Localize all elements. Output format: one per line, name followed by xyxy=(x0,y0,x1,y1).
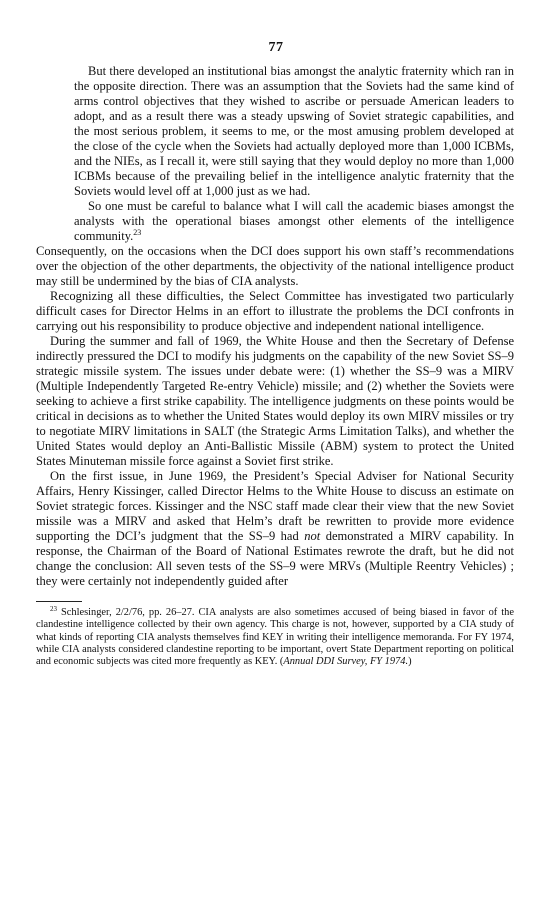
paragraph-consequently: Consequently, on the occasions when the DCI does support his own staff’s recommendations over the objection of the other departments, the objectivity of the national intelligence product may still be undermined by the bias of CIA analysts. xyxy=(36,244,514,288)
footnote-marker: 23 xyxy=(50,605,57,613)
block-quote xyxy=(36,64,514,244)
quote-text: So one must be careful to balance what I will call the academic biases amongst the analysts with the operational biases amongst other elements of the intelligence community. xyxy=(74,199,514,243)
paragraph-select-committee: Recognizing all these difficulties, the Select Committee has investigated two particularly difficult cases for Director Helms in an effort to illustrate the problems the DCI confronts in carrying out his responsibility to produce objective and independent national intelligence. xyxy=(36,289,514,333)
page-body xyxy=(36,64,514,668)
paragraph-first-issue xyxy=(36,469,514,589)
footnote-text: Schlesinger, 2/2/76, pp. 26–27. CIA analysts are also sometimes accused of being biased in favor of the clandestine intelligence collected by their own agency. This charge is not, however, supported by a CIA study of what kinds of reporting CIA analysts themselves find KEY in writing their intelligence memoranda. For FY 1974, while CIA analysts considered clandestine reporting to be important, overt State Department reporting on political and economic subjects was cited more frequently as KEY. ( xyxy=(36,607,514,668)
paragraph-text-continued: demonstrated a MIRV capability. In response, the Chairman of the Board of National Estimates rewrote the draft, but he did not change the conclusion: All seven tests of the SS–9 were MRVs (Multiple Reentry Vehicles) ; they were certainly not independently guided after xyxy=(36,529,514,588)
footnote-divider xyxy=(36,601,82,602)
emphasized-word: not xyxy=(304,529,321,543)
page-number: 77 xyxy=(268,40,284,55)
quote-paragraph-final xyxy=(74,199,514,244)
footnote-reference: 23 xyxy=(133,228,142,237)
quote-paragraph: But there developed an institutional bias amongst the analytic fraternity which ran in the opposite direction. There was an assumption that the Soviets had the same kind of arms control objectives that they wished to ascribe or persuade American leaders to adopt, and as a result there was a steady upswing of Soviet strategic capabilities, and the most serious problem, it seems to me, or the most amusing problem developed at the close of the cycle when the Soviets had actually deployed more than 1,000 ICBMs, and the NIEs, as I recall it, were still saying that they would deploy no more than 1,000 ICBMs because of the prevailing belief in the intelligence analytic fraternity that the Soviets would level off at 1,000 just as we had. xyxy=(74,64,514,198)
footnote-text-end: ) xyxy=(408,656,412,668)
paragraph-ss9-pressure: During the summer and fall of 1969, the White House and then the Secretary of Defense indirectly pressured the DCI to modify his judgments on the capability of the new Soviet SS–9 strategic missile system. The issues under debate were: (1) whether the SS–9 was a MIRV (Multiple Independently Targeted Re-entry Vehicle) missile; and (2) whether the Soviets were seeking to achieve a first strike capability. The intelligence judgments on these points would be critical in decisions as to whether the United States would deploy its own MIRV missiles or try to negotiate MIRV limitations in SALT (the Strategic Arms Limitation Talks), and whether the United States would deploy an Anti-Ballistic Missile (ABM) system to protect the United States Minuteman missile force against a Soviet first strike. xyxy=(36,334,514,468)
footnote-source: Annual DDI Survey, FY 1974. xyxy=(283,656,409,668)
paragraph-text: On the first issue, in June 1969, the President’s Special Adviser for National Security Affairs, Henry Kissinger, called Director Helms to the White House to discuss an estimate on Soviet strategic forces. Kissinger and the NSC staff made clear their view that the new Soviet missile was a MIRV and asked that Helm’s draft be rewritten to provide more evidence supporting the DCI’s judgment that the SS–9 had xyxy=(36,469,514,543)
footnote xyxy=(36,607,514,668)
